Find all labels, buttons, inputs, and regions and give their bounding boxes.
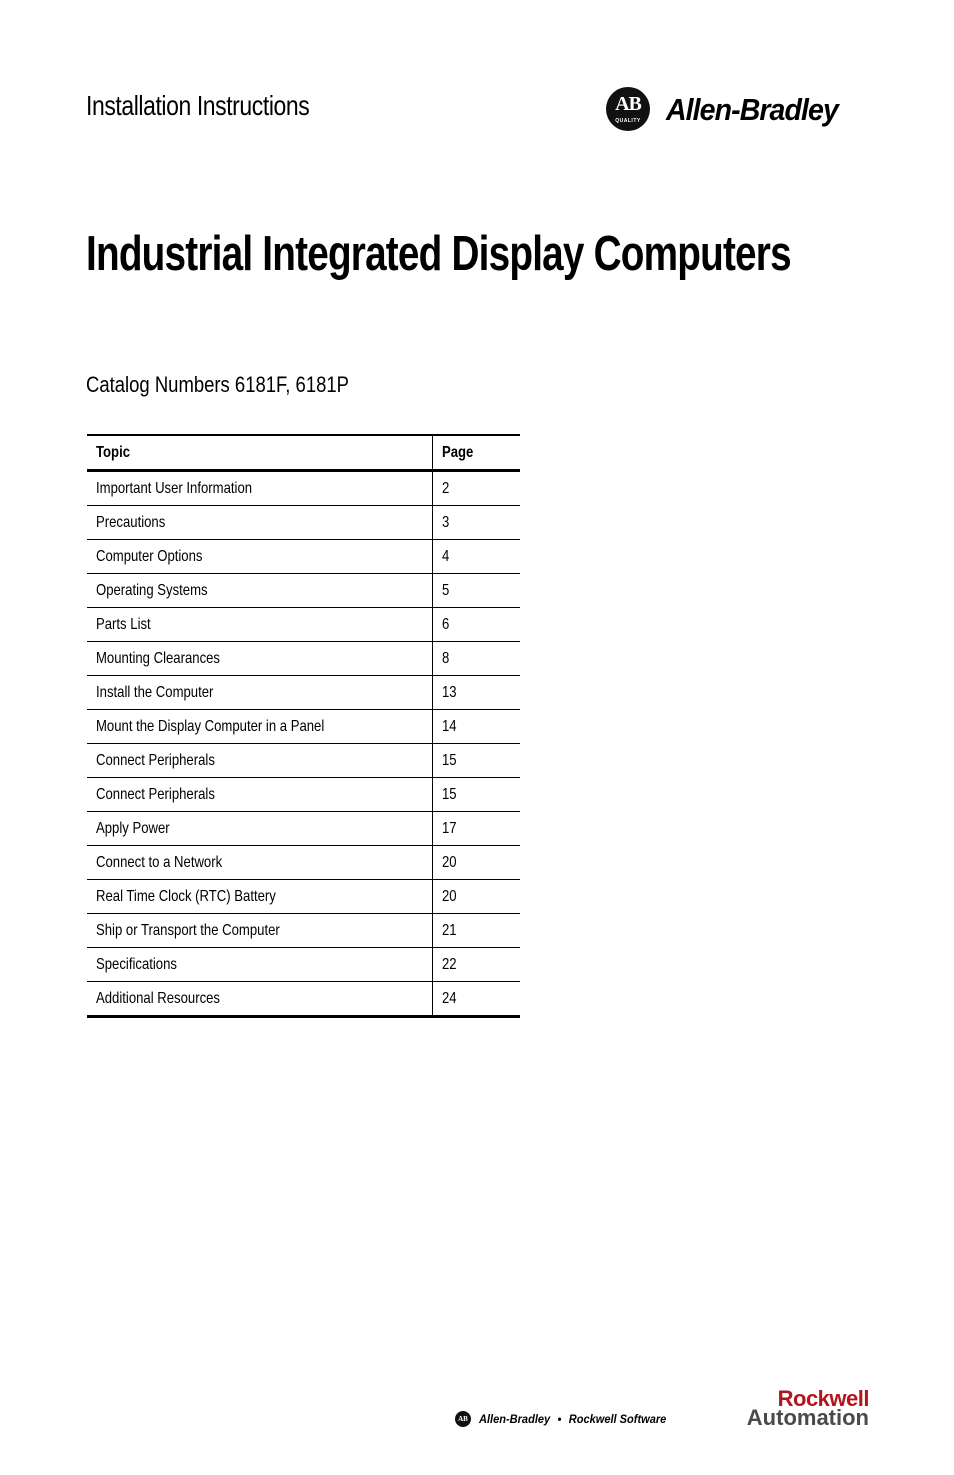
topic-label: Important User Information bbox=[96, 479, 253, 497]
topic-label: Real Time Clock (RTC) Battery bbox=[96, 887, 276, 905]
page-number: 22 bbox=[442, 955, 457, 973]
page-cell bbox=[433, 914, 521, 948]
topic-label: Mounting Clearances bbox=[96, 649, 220, 667]
page-number: 20 bbox=[442, 853, 457, 871]
table-row bbox=[87, 914, 520, 948]
topic-label: Ship or Transport the Computer bbox=[96, 921, 280, 939]
topic-label: Install the Computer bbox=[96, 683, 214, 701]
topic-label: Precautions bbox=[96, 513, 166, 531]
logo-automation: Automation bbox=[746, 1405, 869, 1430]
table-row bbox=[87, 506, 520, 540]
document-type: Installation Instructions bbox=[86, 90, 310, 121]
page-cell bbox=[433, 540, 521, 574]
topic-label: Parts List bbox=[96, 615, 151, 633]
page-cell bbox=[433, 948, 521, 982]
topic-cell bbox=[87, 744, 433, 778]
topic-cell bbox=[87, 812, 433, 846]
logo-rockwell: Rockwell bbox=[777, 1386, 869, 1411]
ab-mini-badge-icon: AB bbox=[455, 1411, 471, 1427]
table-of-contents bbox=[87, 434, 520, 1018]
page-cell bbox=[433, 812, 521, 846]
page-number: 21 bbox=[442, 921, 457, 939]
page-number: 2 bbox=[442, 479, 450, 497]
page-number: 3 bbox=[442, 513, 450, 531]
catalog-numbers: Catalog Numbers 6181F, 6181P bbox=[86, 372, 349, 397]
topic-cell bbox=[87, 948, 433, 982]
brand-name: Allen-Bradley bbox=[666, 92, 838, 127]
table-row bbox=[87, 608, 520, 642]
table-row bbox=[87, 540, 520, 574]
topic-cell bbox=[87, 471, 433, 506]
table-row bbox=[87, 574, 520, 608]
table-row bbox=[87, 710, 520, 744]
allen-bradley-logo bbox=[606, 86, 868, 132]
table-row bbox=[87, 982, 520, 1017]
topic-cell bbox=[87, 914, 433, 948]
footer-separator: • bbox=[557, 1412, 562, 1426]
topic-label: Additional Resources bbox=[96, 989, 220, 1007]
page-cell bbox=[433, 982, 521, 1017]
ab-badge-letters: AB bbox=[615, 93, 641, 115]
page-cell bbox=[433, 710, 521, 744]
footer-brand-line bbox=[479, 1412, 666, 1426]
table-row bbox=[87, 471, 520, 506]
topic-label: Connect Peripherals bbox=[96, 785, 215, 803]
page-cell bbox=[433, 608, 521, 642]
page-cell bbox=[433, 506, 521, 540]
topic-label: Apply Power bbox=[96, 819, 170, 837]
page-cell bbox=[433, 676, 521, 710]
topic-label: Specifications bbox=[96, 955, 177, 973]
page-number: 4 bbox=[442, 547, 450, 565]
topic-cell bbox=[87, 982, 433, 1017]
table-row bbox=[87, 948, 520, 982]
footer-brand-rockwell-software: Rockwell Software bbox=[568, 1412, 667, 1426]
table-row bbox=[87, 812, 520, 846]
topic-cell bbox=[87, 540, 433, 574]
page-title: Industrial Integrated Display Computers bbox=[86, 227, 791, 281]
page-cell bbox=[433, 471, 521, 506]
page-number: 5 bbox=[442, 581, 450, 599]
header-page-label: Page bbox=[442, 443, 474, 461]
header-topic-label: Topic bbox=[96, 443, 131, 461]
topic-label: Operating Systems bbox=[96, 581, 208, 599]
page-number: 17 bbox=[442, 819, 457, 837]
topic-cell bbox=[87, 778, 433, 812]
table-header-row bbox=[87, 435, 520, 471]
rockwell-automation-logo bbox=[747, 1388, 869, 1429]
ab-badge-quality: QUALITY bbox=[615, 118, 641, 124]
page-number: 15 bbox=[442, 751, 457, 769]
topic-label: Mount the Display Computer in a Panel bbox=[96, 717, 325, 735]
table-row bbox=[87, 642, 520, 676]
page-number: 14 bbox=[442, 717, 457, 735]
topic-label: Computer Options bbox=[96, 547, 203, 565]
topic-cell bbox=[87, 880, 433, 914]
topic-cell bbox=[87, 642, 433, 676]
topic-cell bbox=[87, 710, 433, 744]
topic-cell bbox=[87, 506, 433, 540]
table-row bbox=[87, 880, 520, 914]
footer-brands bbox=[455, 1388, 869, 1430]
topic-cell bbox=[87, 846, 433, 880]
ab-quality-badge-icon bbox=[606, 87, 650, 131]
table-row bbox=[87, 676, 520, 710]
page-cell bbox=[433, 880, 521, 914]
page-number: 15 bbox=[442, 785, 457, 803]
table-row bbox=[87, 744, 520, 778]
table-row bbox=[87, 846, 520, 880]
footer-brand-allen-bradley: Allen-Bradley bbox=[479, 1412, 551, 1426]
topic-cell bbox=[87, 608, 433, 642]
page-number: 8 bbox=[442, 649, 450, 667]
page-cell bbox=[433, 846, 521, 880]
table-row bbox=[87, 778, 520, 812]
column-header-topic bbox=[87, 435, 433, 471]
topic-cell bbox=[87, 574, 433, 608]
page-cell bbox=[433, 642, 521, 676]
page-cell bbox=[433, 744, 521, 778]
topic-cell bbox=[87, 676, 433, 710]
column-header-page bbox=[433, 435, 521, 471]
page-number: 20 bbox=[442, 887, 457, 905]
page-number: 6 bbox=[442, 615, 450, 633]
page-cell bbox=[433, 574, 521, 608]
page-number: 13 bbox=[442, 683, 457, 701]
page-cell bbox=[433, 778, 521, 812]
topic-label: Connect Peripherals bbox=[96, 751, 215, 769]
topic-label: Connect to a Network bbox=[96, 853, 223, 871]
page-number: 24 bbox=[442, 989, 457, 1007]
